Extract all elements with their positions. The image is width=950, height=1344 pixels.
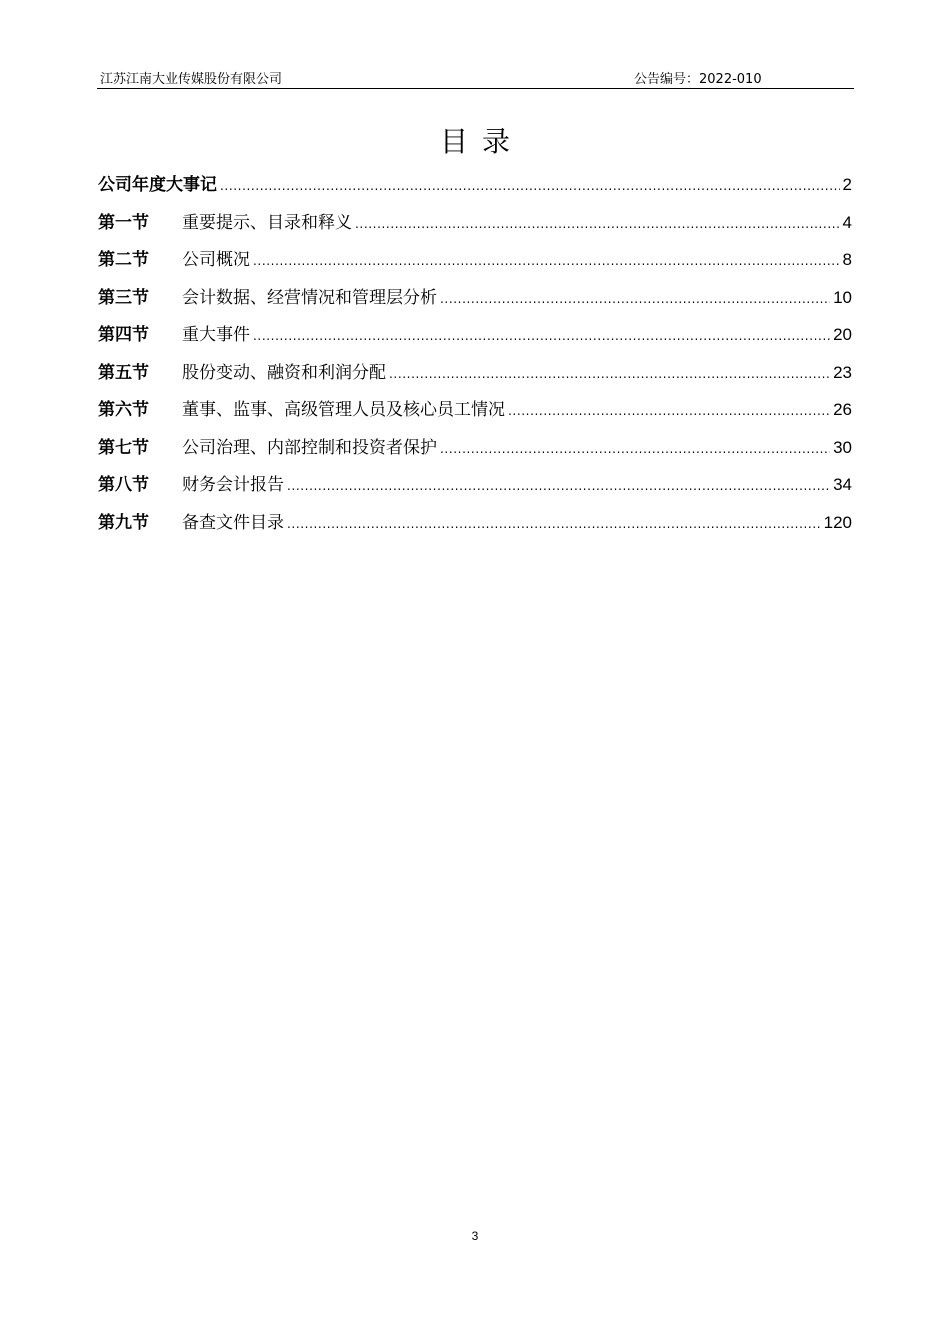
toc-dot-leader (355, 209, 840, 239)
toc-item[interactable] (98, 508, 852, 546)
toc-item-title: 财务会计报告 (182, 475, 284, 495)
toc-item-title: 会计数据、经营情况和管理层分析 (182, 287, 437, 308)
toc-item[interactable] (98, 395, 852, 433)
toc-item-section: 第六节 (98, 400, 149, 420)
toc-item-section: 第三节 (98, 287, 149, 308)
toc-item[interactable] (98, 170, 852, 208)
toc-item-page: 30 (833, 437, 852, 457)
toc-item-page: 20 (833, 325, 852, 344)
toc-item[interactable] (98, 320, 852, 358)
toc-item-title: 公司治理、内部控制和投资者保护 (182, 437, 437, 458)
toc-item[interactable] (98, 208, 852, 246)
toc-item-section: 第一节 (98, 212, 149, 233)
toc-item-section: 第九节 (98, 512, 149, 533)
toc-item-title: 股份变动、融资和利润分配 (182, 362, 386, 383)
toc-dot-leader (287, 471, 830, 501)
toc-item-page: 2 (842, 175, 852, 194)
page-number: 3 (471, 1229, 479, 1243)
toc-item-title: 公司年度大事记 (98, 175, 217, 195)
toc-dot-leader (440, 434, 830, 464)
toc-item-section: 第七节 (98, 437, 149, 458)
toc-dot-leader (287, 509, 821, 539)
toc-item[interactable] (98, 433, 852, 471)
toc-item-title: 董事、监事、高级管理人员及核心员工情况 (182, 400, 505, 420)
toc-item-section: 第八节 (98, 475, 149, 495)
toc-item-page: 34 (833, 475, 852, 494)
toc-item[interactable] (98, 358, 852, 396)
toc-item[interactable] (98, 470, 852, 508)
toc-dot-leader (220, 171, 840, 201)
toc-dot-leader (253, 321, 830, 351)
toc-item-page: 4 (842, 212, 852, 232)
toc-dot-leader (253, 246, 840, 276)
toc-item-page: 23 (833, 362, 852, 382)
table-of-contents (98, 170, 852, 545)
toc-item-page: 10 (833, 287, 852, 307)
toc-item-title: 重要提示、目录和释义 (182, 212, 352, 233)
toc-item-page: 120 (823, 512, 852, 532)
toc-item-title: 备查文件目录 (182, 512, 284, 533)
toc-item[interactable] (98, 245, 852, 283)
toc-title: 目录 (439, 125, 524, 158)
notice-number: 公告编号：2022-010 (634, 72, 762, 87)
toc-item-section: 第五节 (98, 362, 149, 383)
page-header (97, 66, 854, 89)
toc-dot-leader (440, 284, 830, 314)
toc-dot-leader (508, 396, 830, 426)
toc-item-title: 公司概况 (182, 250, 250, 270)
toc-item-page: 26 (833, 400, 852, 419)
toc-dot-leader (389, 359, 830, 389)
company-name: 江苏江南大业传媒股份有限公司 (100, 72, 283, 87)
toc-item-section: 第二节 (98, 250, 149, 270)
toc-item[interactable] (98, 283, 852, 321)
toc-item-section: 第四节 (98, 325, 149, 345)
toc-item-title: 重大事件 (182, 325, 250, 345)
toc-item-page: 8 (842, 250, 852, 269)
